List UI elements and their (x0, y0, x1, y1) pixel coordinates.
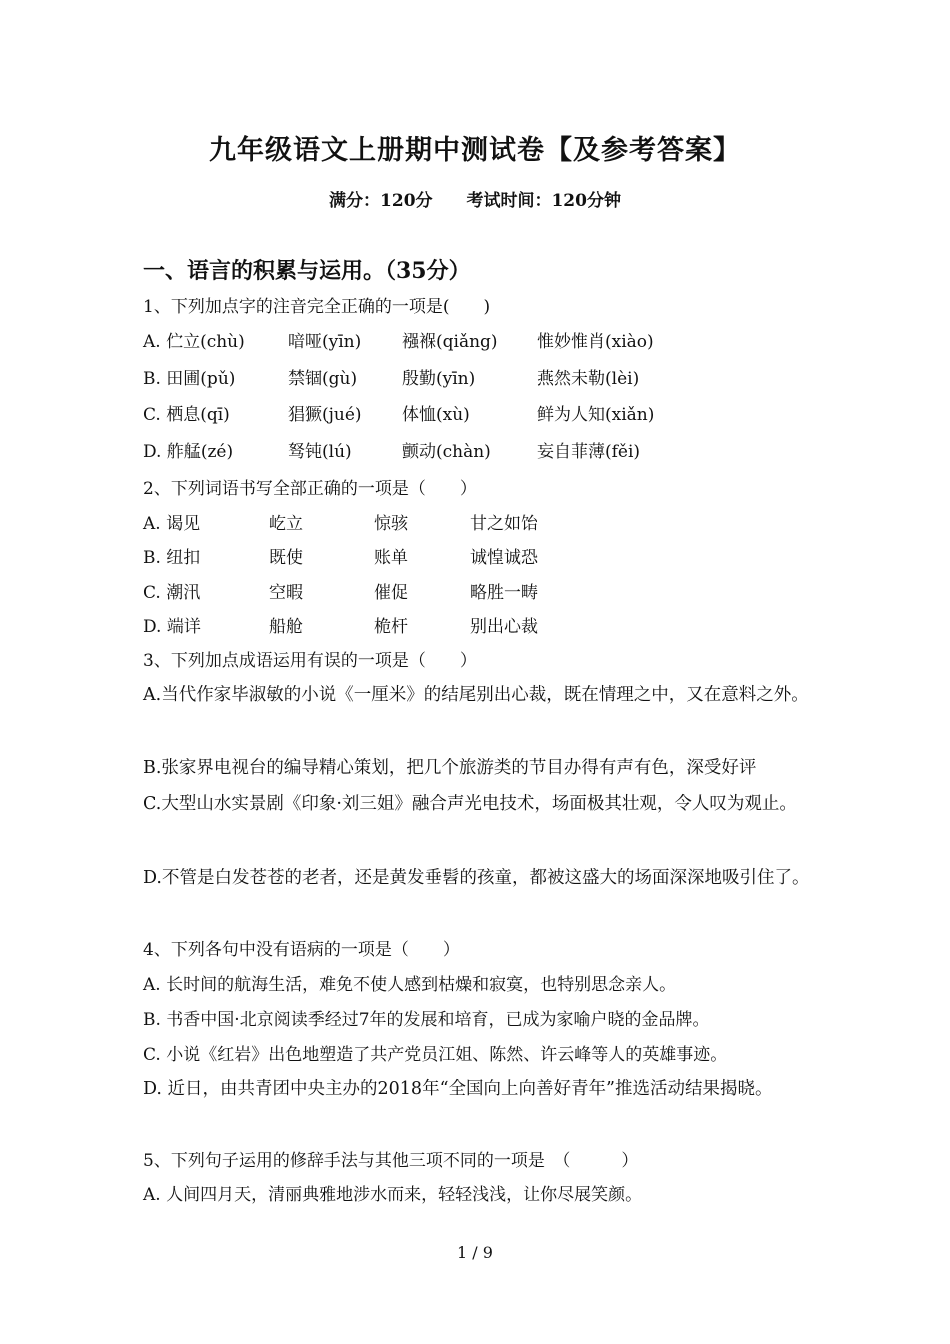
option-cell: B. 田圃(pǔ) (143, 369, 236, 389)
question-3-option-d: D.不管是白发苍苍的老者，还是黄发垂髫的孩童，都被这盛大的场面深深地吸引住了。 (143, 868, 810, 888)
option-cell: 殷勤(yīn) (402, 369, 476, 389)
option-cell: 喑哑(yīn) (288, 332, 362, 352)
option-cell: 催促 (374, 583, 408, 603)
question-2-stem: 2、下列词语书写全部正确的一项是（ ） (143, 479, 477, 499)
option-cell: 鲜为人知(xiǎn) (537, 405, 655, 425)
question-5-stem: 5、下列句子运用的修辞手法与其他三项不同的一项是 （ ） (143, 1151, 639, 1171)
question-3-stem: 3、下列加点成语运用有误的一项是（ ） (143, 651, 477, 671)
option-cell: 诚惶诚恐 (470, 548, 538, 568)
option-cell: 惊骇 (374, 514, 408, 534)
option-cell: 猖獗(jué) (288, 405, 362, 425)
option-cell: 妄自菲薄(fěi) (537, 442, 641, 462)
exam-time: 考试时间：120分钟 (466, 191, 621, 211)
question-3-option-b: B.张家界电视台的编导精心策划，把几个旅游类的节目办得有声有色，深受好评 (143, 758, 757, 778)
option-cell: C. 潮汛 (143, 583, 201, 603)
option-cell: 桅杆 (374, 617, 408, 637)
exam-info (0, 186, 950, 211)
section-heading: 一、语言的积累与运用。（35分） (143, 258, 471, 284)
full-score: 满分：120分 (329, 191, 433, 211)
option-cell: 颤动(chàn) (402, 442, 491, 462)
option-cell: 禁锢(gù) (288, 369, 358, 389)
option-cell: 屹立 (269, 514, 303, 534)
option-cell: 襁褓(qiǎng) (402, 332, 498, 352)
option-cell: 别出心裁 (470, 617, 538, 637)
page-number: 1 / 9 (457, 1243, 493, 1262)
option-cell: 船舱 (269, 617, 303, 637)
option-cell: 惟妙惟肖(xiào) (537, 332, 654, 352)
option-cell: 账单 (374, 548, 408, 568)
question-1-stem: 1、下列加点字的注音完全正确的一项是( ) (143, 297, 491, 317)
option-cell: 空暇 (269, 583, 303, 603)
option-cell: D. 端详 (143, 617, 201, 637)
question-4-option-d: D. 近日，由共青团中央主办的2018年“全国向上向善好青年”推选活动结果揭晓。 (143, 1079, 773, 1099)
option-cell: A. 谒见 (143, 514, 201, 534)
question-4-option-a: A. 长时间的航海生活，难免不使人感到枯燥和寂寞，也特别思念亲人。 (143, 975, 677, 995)
option-cell: 燕然未勒(lèi) (537, 369, 640, 389)
question-3-option-a: A.当代作家毕淑敏的小说《一厘米》的结尾别出心裁，既在情理之中，又在意料之外。 (143, 685, 809, 705)
option-cell: 甘之如饴 (470, 514, 538, 534)
option-cell: 驽钝(lú) (288, 442, 352, 462)
option-cell: 略胜一畴 (470, 583, 538, 603)
option-cell: C. 栖息(qī) (143, 405, 230, 425)
option-cell: 既使 (269, 548, 303, 568)
question-5-option-a: A. 人间四月天，清丽典雅地涉水而来，轻轻浅浅，让你尽展笑颜。 (143, 1185, 643, 1205)
page-title: 九年级语文上册期中测试卷【及参考答案】 (209, 135, 741, 166)
question-4-option-c: C. 小说《红岩》出色地塑造了共产党员江姐、陈然、许云峰等人的英雄事迹。 (143, 1045, 728, 1065)
option-cell: 体恤(xù) (402, 405, 470, 425)
question-4-option-b: B. 书香中国·北京阅读季经过7年的发展和培育，已成为家喻户晓的金品牌。 (143, 1010, 710, 1030)
option-cell: B. 纽扣 (143, 548, 201, 568)
question-3-option-c: C.大型山水实景剧《印象·刘三姐》融合声光电技术，场面极其壮观，令人叹为观止。 (143, 794, 797, 814)
option-cell: A. 伫立(chù) (143, 332, 245, 352)
question-4-stem: 4、下列各句中没有语病的一项是（ ） (143, 940, 460, 960)
option-cell: D. 舴艋(zé) (143, 442, 234, 462)
